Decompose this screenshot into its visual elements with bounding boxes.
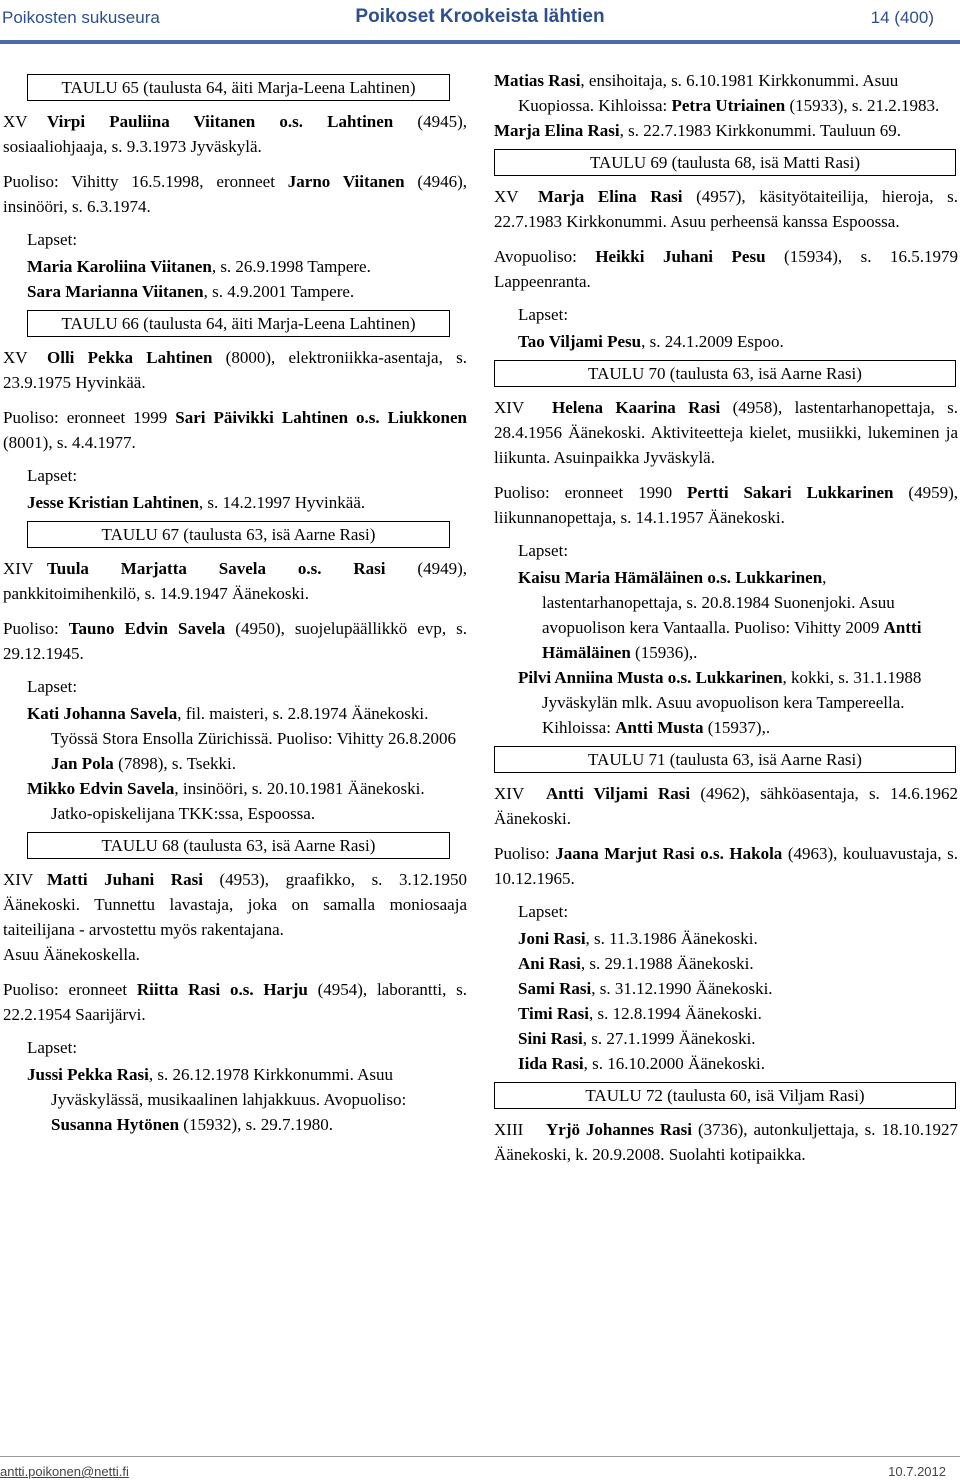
table-71-child: Sini Rasi, s. 27.1.1999 Äänekoski.: [518, 1029, 756, 1048]
page-header: [0, 0, 960, 36]
table-71-heading: TAULU 71 (taulusta 63, isä Aarne Rasi): [494, 746, 956, 773]
header-title: Poikoset Krookeista lähtien: [355, 6, 605, 27]
header-page-number: 14 (400): [870, 8, 934, 27]
table-67-child: Mikko Edvin Savela, insinööri, s. 20.10.1981 Äänekoski. Jatko-opiskelijana TKK:ssa, Espoossa.: [27, 779, 425, 823]
table-67-heading: TAULU 67 (taulusta 63, isä Aarne Rasi): [27, 521, 450, 548]
table-71-person: XIV Antti Viljami Rasi (4962), sähköasentaja, s. 14.6.1962 Äänekoski.: [494, 784, 958, 828]
table-69-children-label: Lapset:: [518, 305, 569, 324]
table-69-spouse: Avopuoliso: Heikki Juhani Pesu (15934), s. 16.5.1979 Lappeenranta.: [494, 247, 958, 291]
table-65-heading: TAULU 65 (taulusta 64, äiti Marja-Leena Lahtinen): [27, 74, 450, 101]
table-68-spouse: Puoliso: eronneet Riitta Rasi o.s. Harju (4954), laborantti, s. 22.2.1954 Saarijärvi.: [3, 980, 467, 1024]
table-66-child: Jesse Kristian Lahtinen, s. 14.2.1997 Hyvinkää.: [27, 493, 366, 512]
table-71-child: Timi Rasi, s. 12.8.1994 Äänekoski.: [518, 1004, 762, 1023]
table-68-child: Marja Elina Rasi, s. 22.7.1983 Kirkkonummi. Tauluun 69.: [494, 121, 901, 140]
table-68-heading: TAULU 68 (taulusta 63, isä Aarne Rasi): [27, 832, 450, 859]
table-65-child: Sara Marianna Viitanen, s. 4.9.2001 Tampere.: [27, 282, 355, 301]
table-71-spouse: Puoliso: Jaana Marjut Rasi o.s. Hakola (4963), kouluavustaja, s. 10.12.1965.: [494, 844, 958, 888]
table-65-person: XV Virpi Pauliina Viitanen o.s. Lahtinen (4945), sosiaaliohjaaja, s. 9.3.1973 Jyväskylä.: [3, 112, 467, 156]
table-65-child: Maria Karoliina Viitanen, s. 26.9.1998 Tampere.: [27, 257, 371, 276]
table-71-child: Ani Rasi, s. 29.1.1988 Äänekoski.: [518, 954, 754, 973]
table-70-person: XIV Helena Kaarina Rasi (4958), lastentarhanopettaja, s. 28.4.1956 Äänekoski. Aktiviteetteja kielet, musiikki, lukeminen ja liikunta. Asuinpaikka Jyväskylä.: [494, 398, 958, 467]
table-69-heading: TAULU 69 (taulusta 68, isä Matti Rasi): [494, 149, 956, 176]
table-69-person: XV Marja Elina Rasi (4957), käsityötaiteilija, hieroja, s. 22.7.1983 Kirkkonummi. Asuu perheensä kanssa Espoossa.: [494, 187, 958, 231]
table-70-children-label: Lapset:: [518, 541, 569, 560]
table-67-spouse: Puoliso: Tauno Edvin Savela (4950), suojelupäällikkö evp, s. 29.12.1945.: [3, 619, 467, 663]
table-67-child: Kati Johanna Savela, fil. maisteri, s. 2.8.1974 Äänekoski. Työssä Stora Ensolla Zürichissä. Puoliso: Vihitty 26.8.2006 Jan Pola (7898), s. Tsekki.: [27, 704, 456, 773]
table-68-children-label: Lapset:: [27, 1038, 78, 1057]
table-67-person: XIV Tuula Marjatta Savela o.s. Rasi (4949), pankkitoimihenkilö, s. 14.9.1947 Äänekoski.: [3, 559, 467, 603]
table-70-spouse: Puoliso: eronneet 1990 Pertti Sakari Lukkarinen (4959), liikunnanopettaja, s. 14.1.1957 Äänekoski.: [494, 483, 958, 527]
table-68-residence: Asuu Äänekoskella.: [3, 945, 140, 964]
page-footer: [0, 1460, 960, 1483]
table-71-child: Joni Rasi, s. 11.3.1986 Äänekoski.: [518, 929, 758, 948]
table-65-spouse: Puoliso: Vihitty 16.5.1998, eronneet Jarno Viitanen (4946), insinööri, s. 6.3.1974.: [3, 172, 467, 216]
header-society: Poikosten sukuseura: [2, 8, 160, 27]
table-71-child: Iida Rasi, s. 16.10.2000 Äänekoski.: [518, 1054, 765, 1073]
right-column: [494, 68, 958, 1177]
table-70-child: Kaisu Maria Hämäläinen o.s. Lukkarinen, lastentarhanopettaja, s. 20.8.1984 Suonenjoki. Asuu avopuolison kera Vantaalla. Puoliso: Vihitty 2009 Antti Hämäläinen (15936),.: [518, 568, 922, 662]
table-70-child: Pilvi Anniina Musta o.s. Lukkarinen, kokki, s. 31.1.1988 Jyväskylän mlk. Asuu avopuolison kera Tampereella. Kihloissa: Antti Musta (15937),.: [518, 668, 922, 737]
table-66-children-label: Lapset:: [27, 466, 78, 485]
table-65-children-label: Lapset:: [27, 230, 78, 249]
table-71-children-label: Lapset:: [518, 902, 569, 921]
table-71-child: Sami Rasi, s. 31.12.1990 Äänekoski.: [518, 979, 773, 998]
table-68-child: Matias Rasi, ensihoitaja, s. 6.10.1981 Kirkkonummi. Asuu Kuopiossa. Kihloissa: Petra Utriainen (15933), s. 21.2.1983.: [494, 71, 940, 115]
table-69-child: Tao Viljami Pesu, s. 24.1.2009 Espoo.: [518, 332, 784, 351]
table-72-heading: TAULU 72 (taulusta 60, isä Viljam Rasi): [494, 1082, 956, 1109]
table-66-spouse: Puoliso: eronneet 1999 Sari Päivikki Lahtinen o.s. Liukkonen (8001), s. 4.4.1977.: [3, 408, 467, 452]
table-70-heading: TAULU 70 (taulusta 63, isä Aarne Rasi): [494, 360, 956, 387]
footer-date: 10.7.2012: [888, 1464, 946, 1479]
left-column: [3, 68, 467, 1137]
table-67-children-label: Lapset:: [27, 677, 78, 696]
table-71-children: [494, 926, 958, 1076]
table-72-person: XIII Yrjö Johannes Rasi (3736), autonkuljettaja, s. 18.10.1927 Äänekoski, k. 20.9.2008. Suolahti kotipaikka.: [494, 1120, 958, 1164]
table-68-person: XIV Matti Juhani Rasi (4953), graafikko, s. 3.12.1950 Äänekoski. Tunnettu lavastaja, joka on samalla moniosaaja taiteilijana - arvostettu myös rakentajana.: [3, 870, 467, 939]
table-66-heading: TAULU 66 (taulusta 64, äiti Marja-Leena Lahtinen): [27, 310, 450, 337]
footer-email-link[interactable]: antti.poikonen@netti.fi: [0, 1464, 129, 1479]
header-rule: [0, 40, 960, 44]
table-68-child: Jussi Pekka Rasi, s. 26.12.1978 Kirkkonummi. Asuu Jyväskylässä, musikaalinen lahjakkuus. Avopuoliso: Susanna Hytönen (15932), s. 29.7.1980.: [27, 1065, 407, 1134]
table-66-person: XV Olli Pekka Lahtinen (8000), elektroniikka-asentaja, s. 23.9.1975 Hyvinkää.: [3, 348, 467, 392]
footer-rule: [0, 1456, 960, 1457]
